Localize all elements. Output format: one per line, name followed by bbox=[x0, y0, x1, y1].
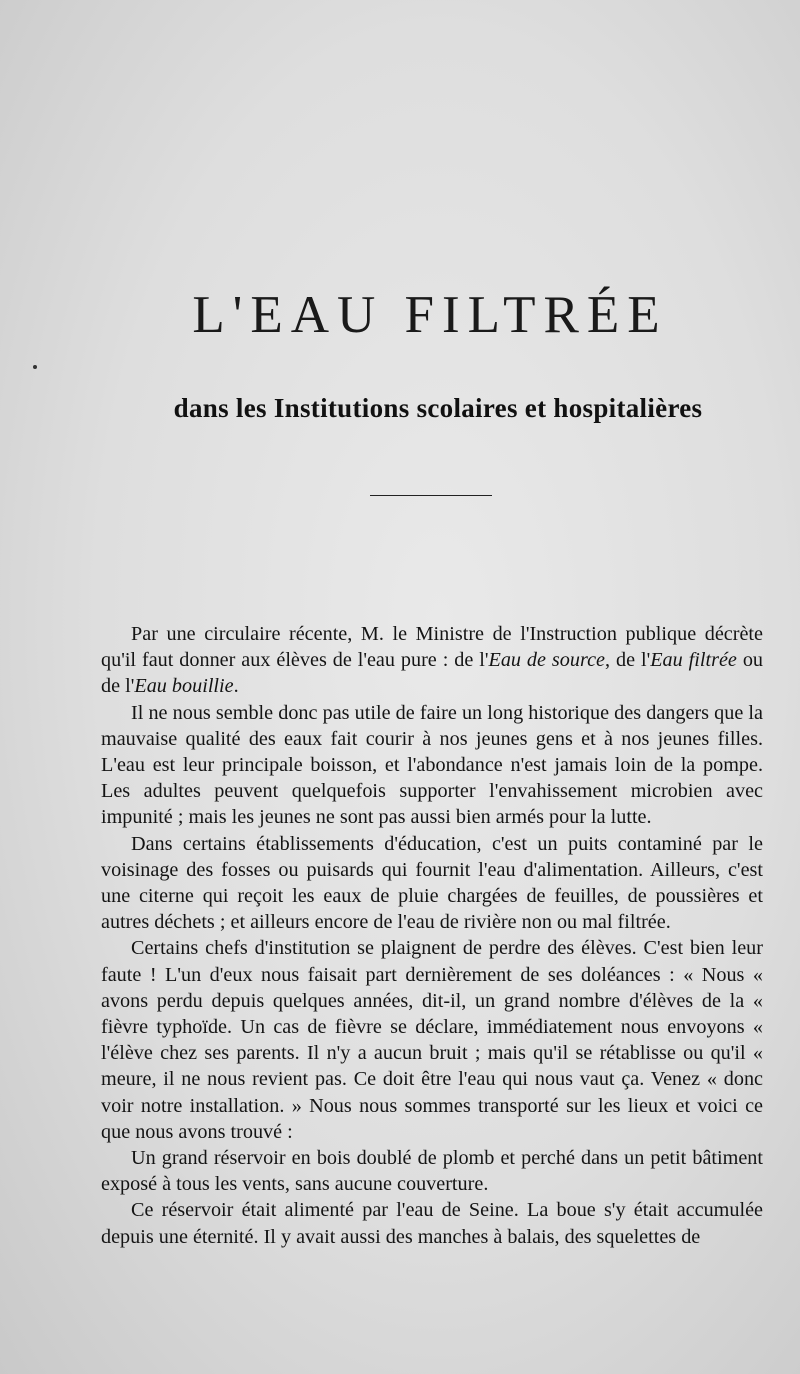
page-subtitle: dans les Institutions scolaires et hospitalières bbox=[173, 393, 703, 423]
text-run: Par une circulaire récente, M. le Ministre de l'Instruction publique décrète qu'il faut donner aux élèves de l'eau pure : de l' bbox=[101, 623, 763, 672]
text-run: . bbox=[233, 675, 239, 698]
text-run: , de l' bbox=[605, 649, 651, 672]
italic-phrase: Eau filtrée bbox=[650, 649, 737, 672]
article-body bbox=[101, 621, 763, 1250]
paragraph bbox=[101, 700, 763, 831]
text-run: Il ne nous semble donc pas utile de faire un long historique des dangers que la mauvaise qualité des eaux fait courir à nos jeunes gens et à nos jeunes filles. L'eau est leur principale boisson, et l'abondance n'est jamais loin de la pompe. Les adultes peuvent quelquefois supporter l'envahissement microbien avec impunité ; mais les jeunes ne sont pas aussi bien armés pour la lutte. bbox=[101, 701, 763, 829]
paragraph bbox=[101, 621, 763, 700]
text-run: Ce réservoir était alimenté par l'eau de Seine. La boue s'y était accumulée depuis une éternité. Il y avait aussi des manches à balais, des squelettes de bbox=[101, 1199, 763, 1248]
paragraph bbox=[101, 1145, 763, 1197]
paragraph bbox=[101, 1197, 763, 1249]
paragraph bbox=[101, 935, 763, 1145]
italic-phrase: Eau bouillie bbox=[134, 675, 234, 698]
text-run: Un grand réservoir en bois doublé de plomb et perché dans un petit bâtiment exposé à tous les vents, sans aucune couverture. bbox=[101, 1147, 763, 1196]
text-run: ou de l' bbox=[101, 649, 764, 698]
text-run: Dans certains établissements d'éducation, c'est un puits contaminé par le voisinage des fosses ou puisards qui fournit l'eau d'alimentation. Ailleurs, c'est une citerne qui reçoit les eaux de pluie chargées de feuilles, de poussières et autres déchets ; et ailleurs encore de l'eau de rivière non ou mal filtrée. bbox=[101, 832, 763, 934]
margin-speck bbox=[33, 365, 37, 369]
italic-phrase: Eau de source bbox=[488, 649, 605, 672]
page-title: L'EAU FILTRÉE bbox=[192, 286, 668, 344]
text-run: Certains chefs d'institution se plaignent de perdre des élèves. C'est bien leur faute ! L'un d'eux nous faisait part dernièrement de ses doléances : « Nous « avons perdu depuis quelques années, dit-il, un grand nombre d'élèves de la « fièvre typhoïde. Un cas de fièvre se déclare, immédiatement nous envoyons « l'élève chez ses parents. Il n'y a aucun bruit ; mais qu'il se rétablisse ou qu'il « meure, il ne nous revient pas. Ce doit être l'eau qui nous vaut ça. Venez « donc voir notre installation. » Nous nous sommes transporté sur les lieux et voici ce que nous avons trouvé : bbox=[101, 937, 763, 1143]
title-divider bbox=[370, 495, 492, 496]
paragraph bbox=[101, 831, 763, 936]
